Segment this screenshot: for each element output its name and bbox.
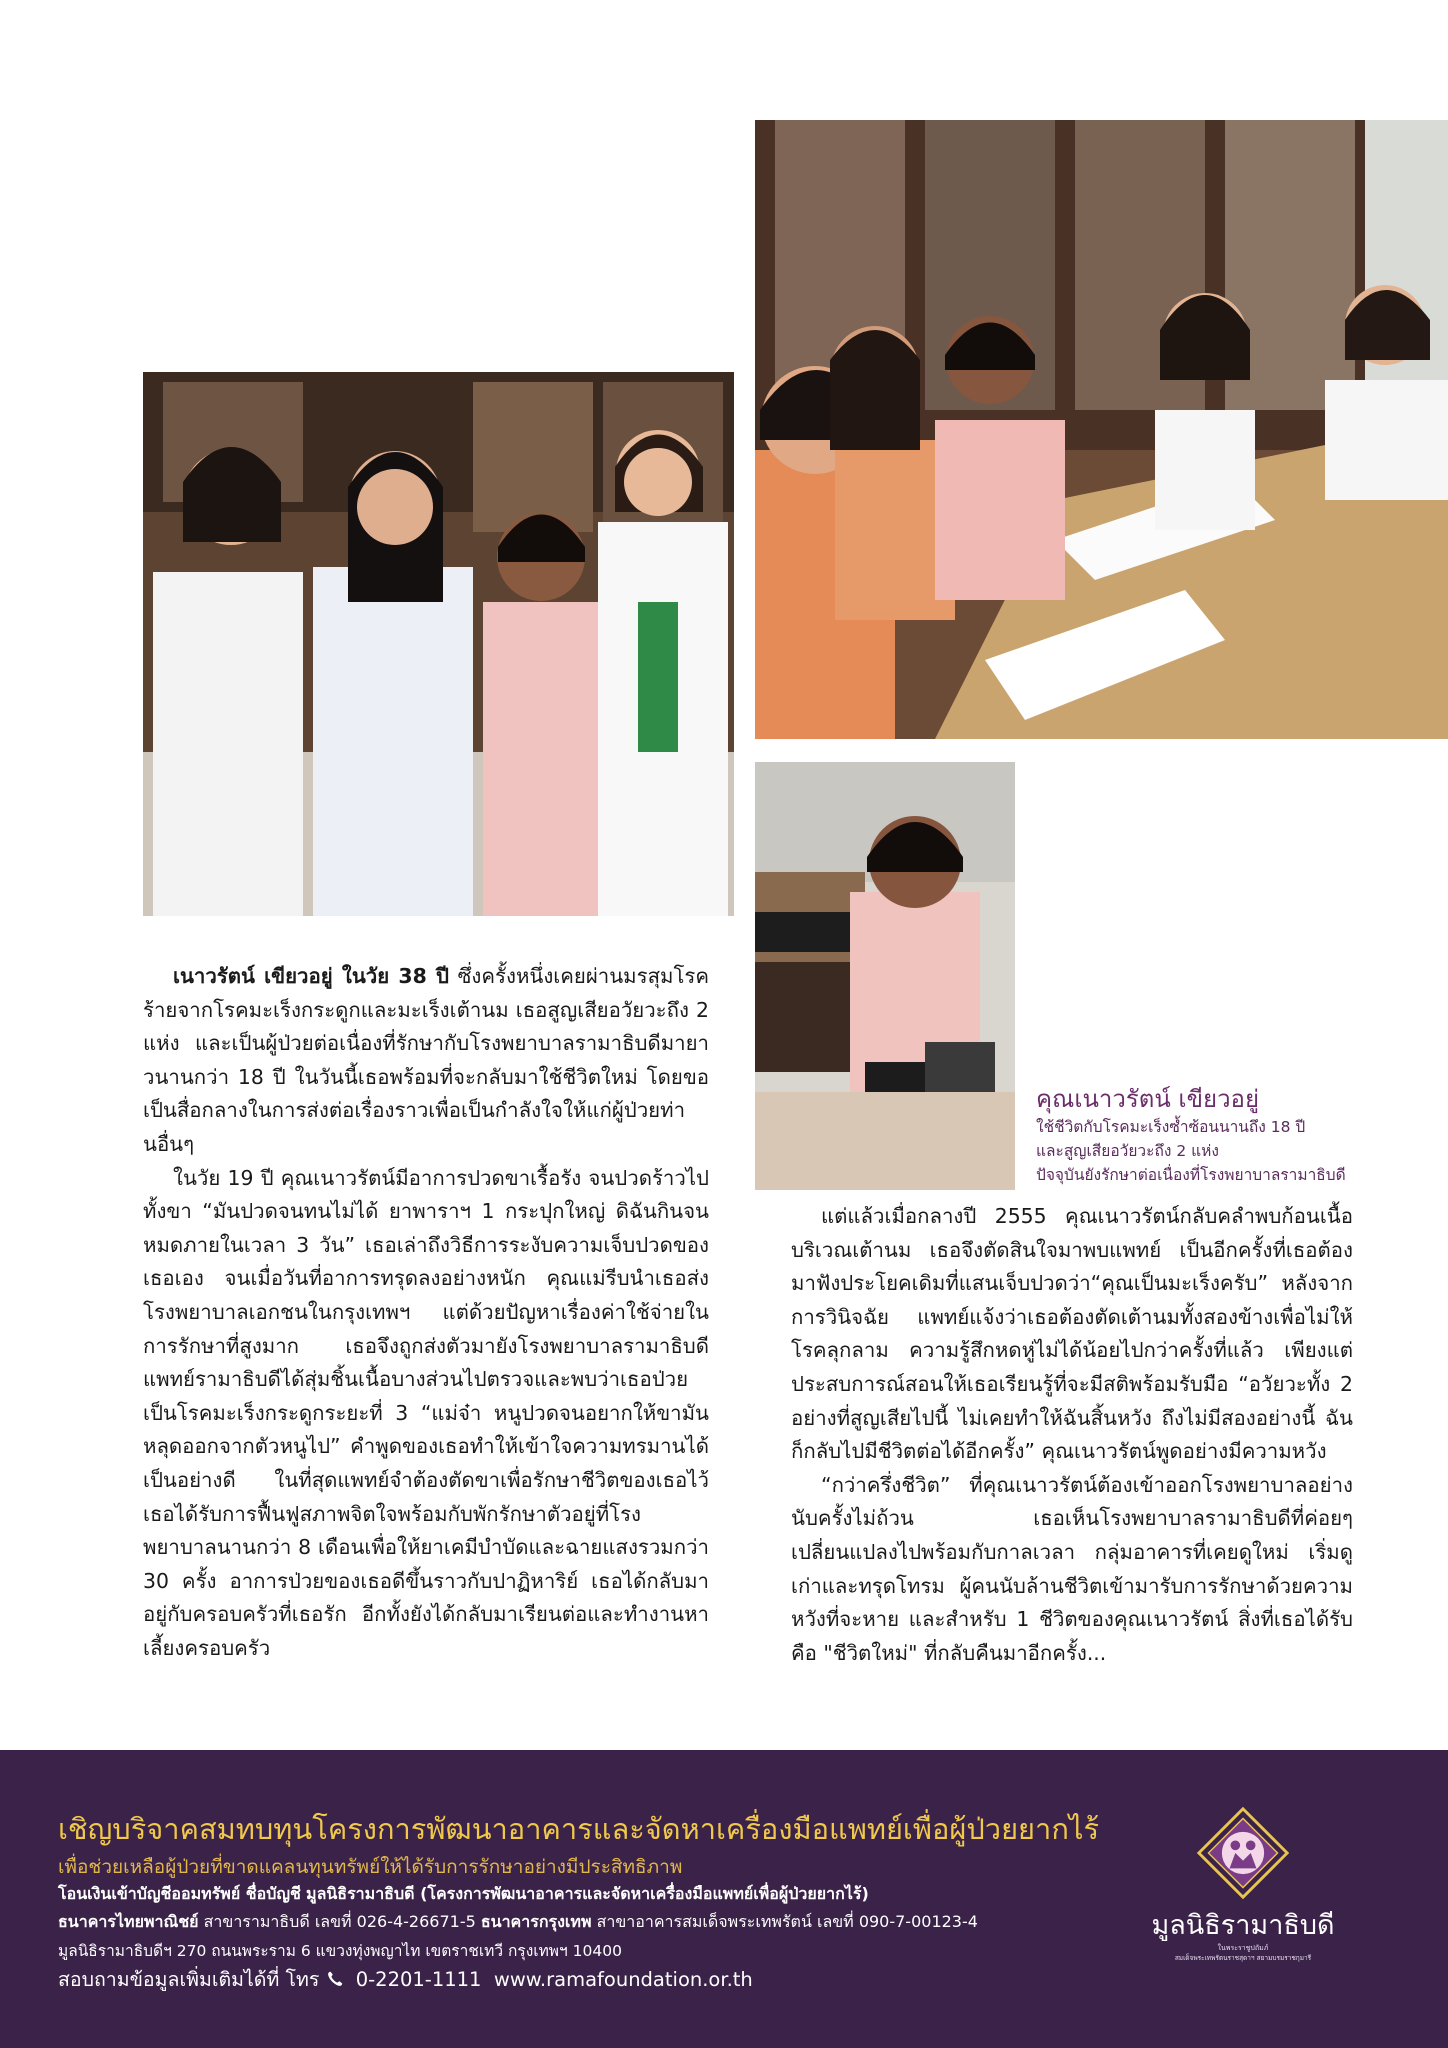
- meeting-photo: [755, 120, 1448, 739]
- bank-1-name: ธนาคารไทยพาณิชย์: [58, 1912, 199, 1931]
- article-paragraph-3: แต่แล้วเมื่อกลางปี 2555 คุณเนาวรัตน์กลับคลำพบก้อนเนื้อบริเวณเต้านม เธอจึงตัดสินใจมาพบแพทย์ เป็นอีกครั้งที่เธอต้องมาฟังประโยคเดิมที่แสนเจ็บปวดว่า“คุณเป็นมะเร็งครับ” หลังจากการวินิจฉัย แพทย์แจ้งว่าเธอต้องตัดเต้านมทั้งสองข้างเพื่อไม่ให้โรคลุกลาม ความรู้สึกหดหู่ไม่ได้น้อยไปกว่าครั้งที่แล้ว เพียงแต่ประสบการณ์สอนให้เธอเรียนรู้ที่จะมีสติพร้อมรับมือ “อวัยวะทั้ง 2 อย่างที่สูญเสียไปนี้ ไม่เคยทำให้ฉันสิ้นหวัง ถึงไม่มีสองอย่างนี้ ฉันก็กลับไปมีชีวิตต่อได้อีกครั้ง” คุณเนาวรัตน์พูดอย่างมีความหวัง: [791, 1204, 1353, 1464]
- contact-line: [58, 1964, 753, 1995]
- foundation-logo-patron: สมเด็จพระเทพรัตนราชสุดาฯ สยามบรมราชกุมารี: [1174, 1954, 1312, 1962]
- phone-icon: [326, 1970, 344, 1988]
- caption-name: คุณเนาวรัตน์ เขียวอยู่: [1036, 1085, 1260, 1113]
- article-right-column: [791, 1200, 1353, 1670]
- portrait-photo-image: [755, 762, 1015, 1190]
- group-photo-image: [143, 372, 734, 916]
- photo-caption: [1036, 1083, 1356, 1187]
- portrait-photo: [755, 762, 1015, 1190]
- account-label: โอนเงินเข้าบัญชีออมทรัพย์ ชื่อบัญชี: [58, 1884, 301, 1903]
- foundation-emblem-icon: [1195, 1805, 1291, 1901]
- caption-line-2: และสูญเสียอวัยวะถึง 2 แห่ง: [1036, 1142, 1219, 1160]
- donation-banner: [0, 1750, 1448, 2048]
- donation-subheadline: เพื่อช่วยเหลือผู้ป่วยที่ขาดแคลนทุนทรัพย์ให้ได้รับการรักษาอย่างมีประสิทธิภาพ: [58, 1856, 683, 1878]
- article-paragraph-1: [143, 960, 709, 1162]
- foundation-address: มูลนิธิรามาธิบดีฯ 270 ถนนพระราม 6 แขวงทุ่งพญาไท เขตราชเทวี กรุงเทพฯ 10400: [58, 1942, 622, 1960]
- subject-name-age: เนาวรัตน์ เขียวอยู่ ในวัย 38 ปี: [173, 964, 449, 988]
- article-left-column: [143, 960, 709, 1665]
- donation-headline: เชิญบริจาคสมทบทุนโครงการพัฒนาอาคารและจัดหาเครื่องมือแพทย์เพื่อผู้ป่วยยากไร้: [58, 1812, 1100, 1846]
- caption-line-3: ปัจจุบันยังรักษาต่อเนื่องที่โรงพยาบาลรามาธิบดี: [1036, 1166, 1346, 1184]
- contact-label: สอบถามข้อมูลเพิ่มเติมได้ที่ โทร: [58, 1968, 320, 1991]
- account-line: [58, 1882, 869, 1907]
- meeting-photo-image: [755, 120, 1448, 739]
- foundation-logo-name: มูลนิธิรามาธิบดี: [1151, 1910, 1335, 1941]
- account-name: มูลนิธิรามาธิบดี (โครงการพัฒนาอาคารและจัดหาเครื่องมือแพทย์เพื่อผู้ป่วยยากไร้): [306, 1884, 869, 1903]
- bank-accounts-line: [58, 1910, 978, 1935]
- caption-line-1: ใช้ชีวิตกับโรคมะเร็งซ้ำซ้อนนานถึง 18 ปี: [1036, 1118, 1306, 1136]
- group-photo: [143, 372, 734, 916]
- article-paragraph-2: ในวัย 19 ปี คุณเนาวรัตน์มีอาการปวดขาเรื้อรัง จนปวดร้าวไปทั้งขา “มันปวดจนทนไม่ได้ ยาพาราฯ 1 กระปุกใหญ่ ดิฉันกินจนหมดภายในเวลา 3 วัน” เธอเล่าถึงวิธีการระงับความเจ็บปวดของเธอเอง จนเมื่อวันที่อาการทรุดลงอย่างหนัก คุณแม่รีบนำเธอส่งโรงพยาบาลเอกชนในกรุงเทพฯ แต่ด้วยปัญหาเรื่องค่าใช้จ่ายในการรักษาที่สูงมาก เธอจึงถูกส่งตัวมายังโรงพยาบาลรามาธิบดี แพทย์รามาธิบดีได้สุ่มชิ้นเนื้อบางส่วนไปตรวจและพบว่าเธอป่วยเป็นโรคมะเร็งกระดูกระยะที่ 3 “แม่จ๋า หนูปวดจนอยากให้ขามันหลุดออกจากตัวหนูไป” คำพูดของเธอทำให้เข้าใจความทรมานได้เป็นอย่างดี ในที่สุดแพทย์จำต้องตัดขาเพื่อรักษาชีวิตของเธอไว้ เธอได้รับการฟื้นฟูสภาพจิตใจพร้อมกับพักรักษาตัวอยู่ที่โรงพยาบาลนานกว่า 8 เดือนเพื่อให้ยาเคมีบำบัดและฉายแสงรวมกว่า 30 ครั้ง อาการป่วยของเธอดีขึ้นราวกับปาฏิหาริย์ เธอได้กลับมาอยู่กับครอบครัวที่เธอรัก อีกทั้งยังได้กลับมาเรียนต่อและทำงานหาเลี้ยงครอบครัว: [143, 1165, 709, 1660]
- bank-2-detail: สาขาอาคารสมเด็จพระเทพรัตน์ เลขที่ 090-7-00123-4: [591, 1912, 978, 1931]
- phone-number[interactable]: 0-2201-1111: [355, 1968, 482, 1991]
- website-link[interactable]: www.ramafoundation.or.th: [493, 1968, 753, 1991]
- bank-2-name: ธนาคารกรุงเทพ: [480, 1912, 592, 1931]
- foundation-logo-patronage: ในพระราชูปถัมภ์: [1217, 1944, 1269, 1952]
- bank-1-detail: สาขารามาธิบดี เลขที่ 026-4-26671-5: [198, 1912, 481, 1931]
- article-paragraph-1-text: ซึ่งครั้งหนึ่งเคยผ่านมรสุมโรคร้ายจากโรคมะเร็งกระดูกและมะเร็งเต้านม เธอสูญเสียอวัยวะถึง 2 แห่ง และเป็นผู้ป่วยต่อเนื่องที่รักษากับโรงพยาบาลรามาธิบดีมายาวนานกว่า 18 ปี ในวันนี้เธอพร้อมที่จะกลับมาใช้ชีวิตใหม่ โดยขอเป็นสื่อกลางในการส่งต่อเรื่องราวเพื่อเป็นกำลังใจให้แก่ผู้ป่วยท่านอื่นๆ: [143, 964, 709, 1156]
- article-paragraph-4: “กว่าครึ่งชีวิต” ที่คุณเนาวรัตน์ต้องเข้าออกโรงพยาบาลอย่างนับครั้งไม่ถ้วน เธอเห็นโรงพยาบาลรามาธิบดีที่ค่อยๆ เปลี่ยนแปลงไปพร้อมกับกาลเวลา กลุ่มอาคารที่เคยดูใหม่ เริ่มดูเก่าและทรุดโทรม ผู้คนนับล้านชีวิตเข้ามารับการรักษาด้วยความหวังที่จะหาย และสำหรับ 1 ชีวิตของคุณเนาวรัตน์ สิ่งที่เธอได้รับคือ "ชีวิตใหม่" ที่กลับคืนมาอีกครั้ง...: [791, 1472, 1353, 1665]
- foundation-logo: [1118, 1805, 1368, 2005]
